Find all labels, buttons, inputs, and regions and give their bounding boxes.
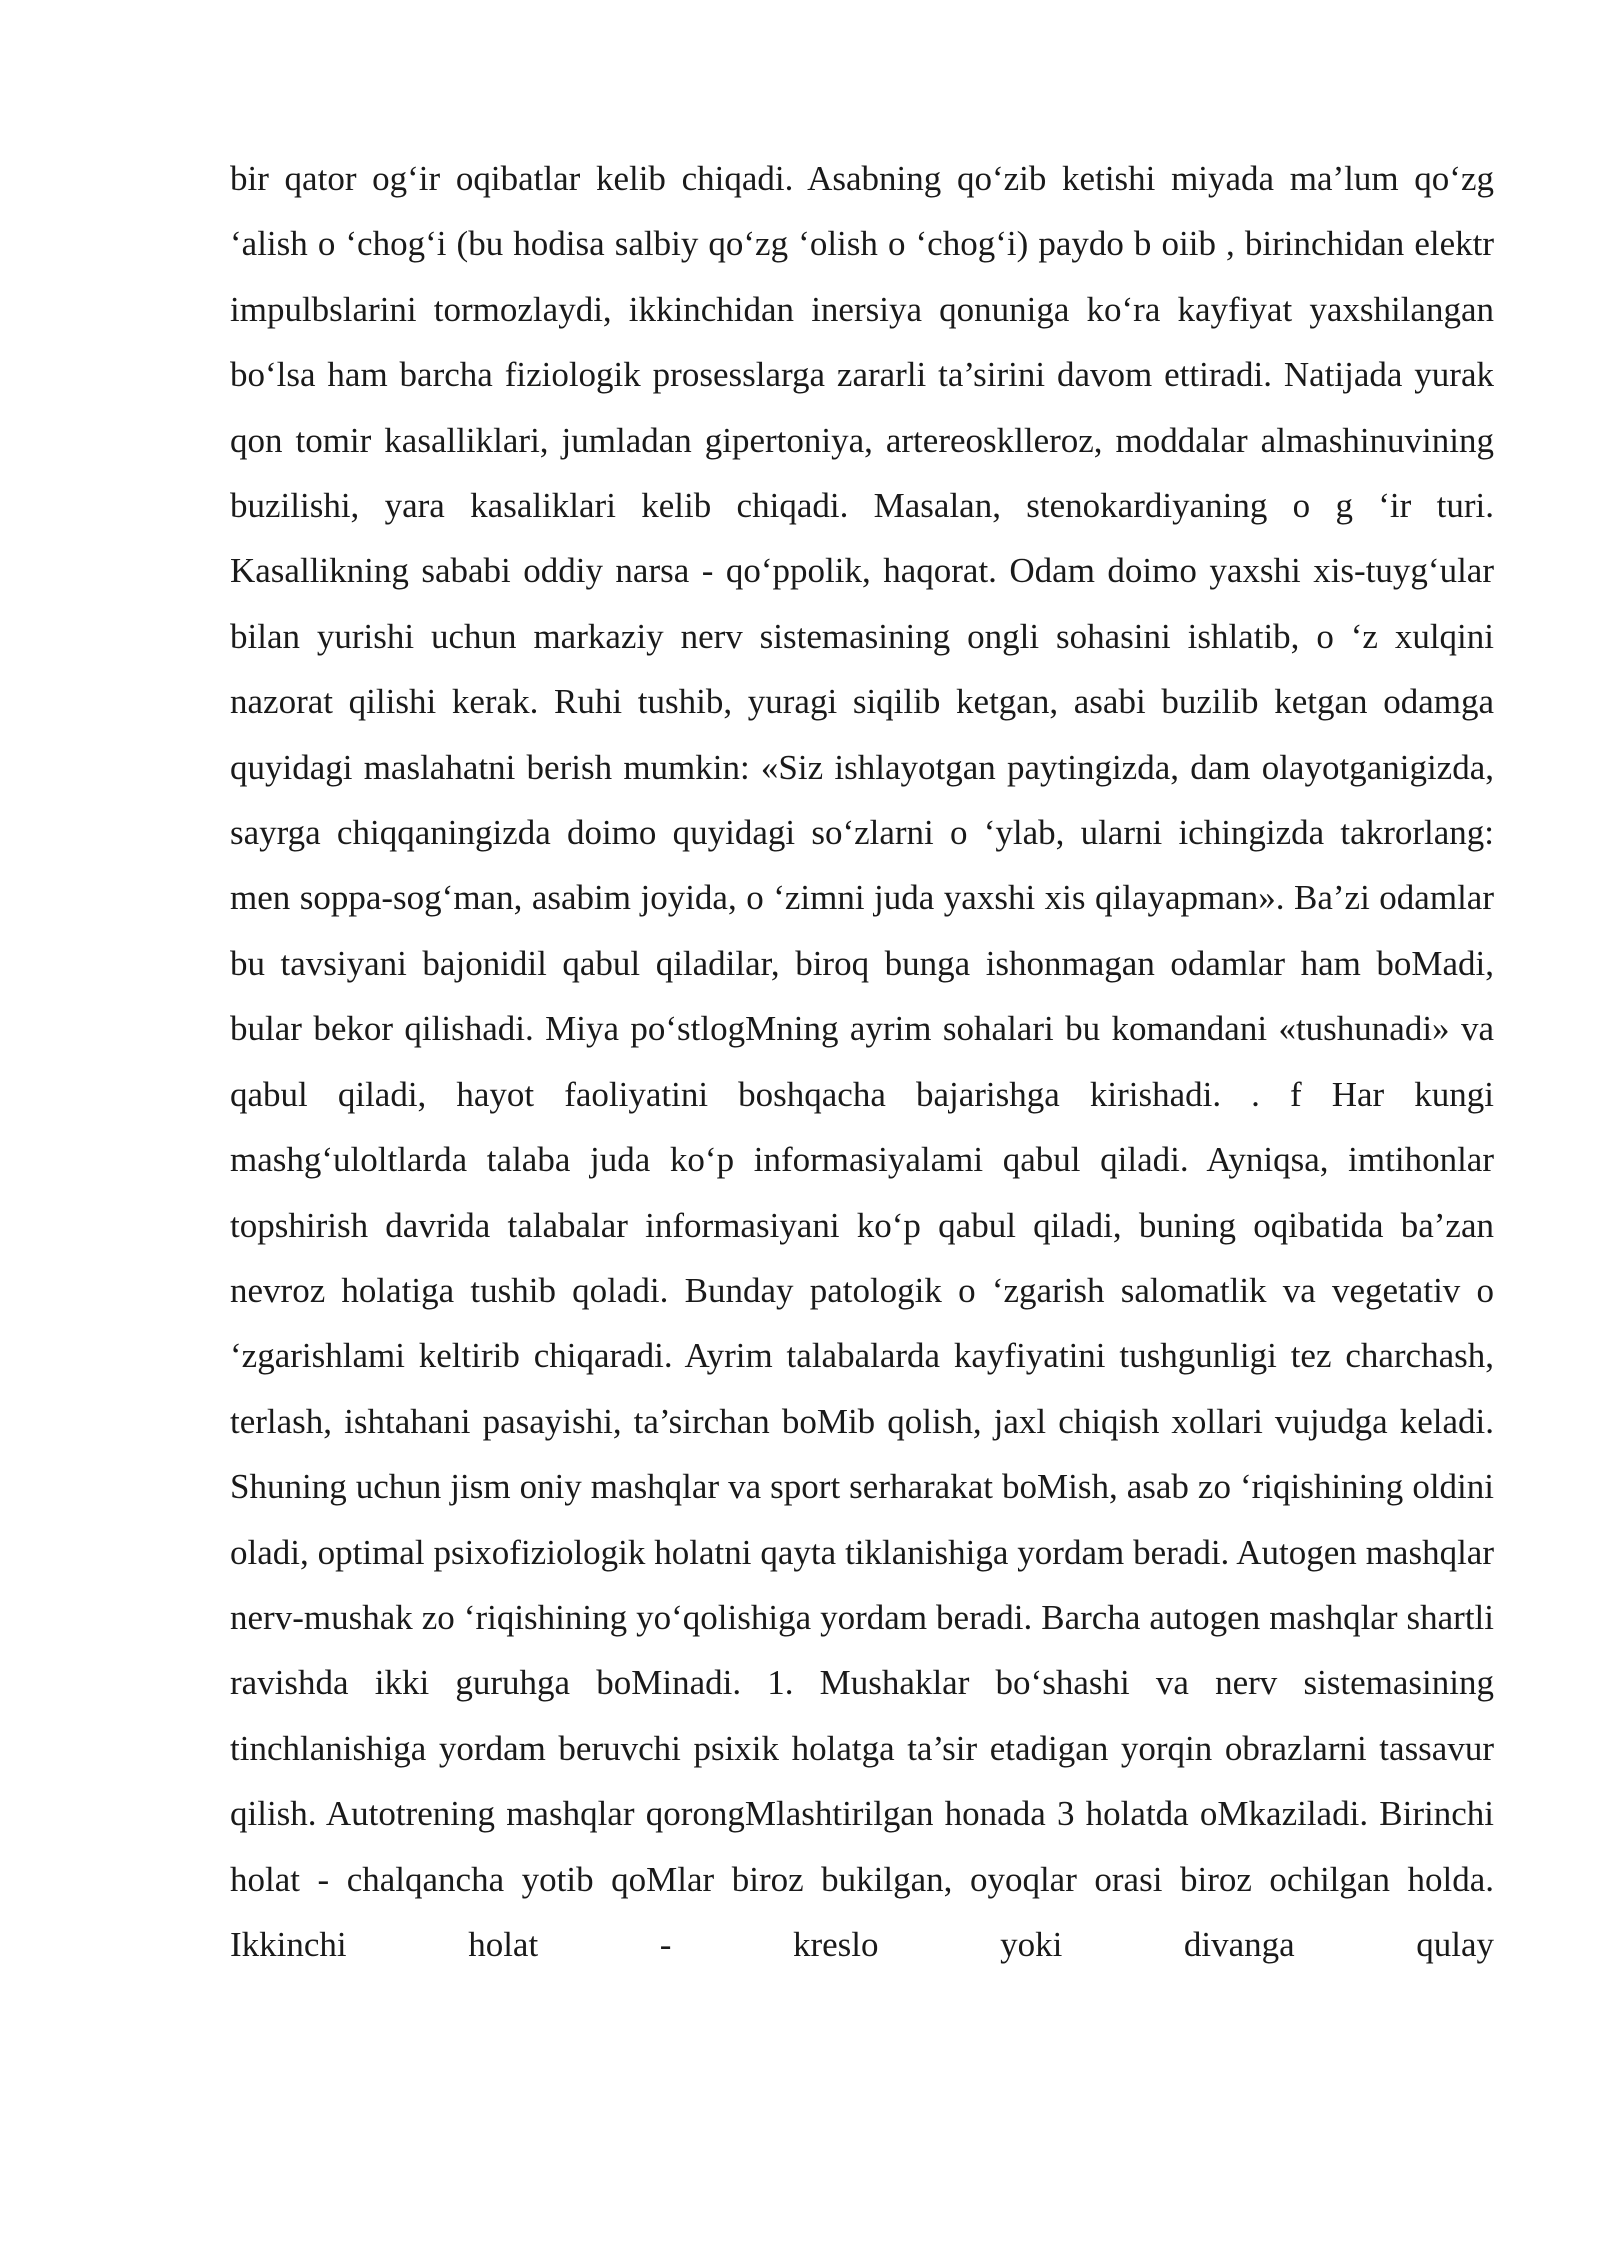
body-paragraph: bir qator og‘ir oqibatlar kelib chiqadi. Asabning qo‘zib ketishi miyada ma’lum qo‘zg ‘alish o ‘chog‘i (bu hodisa salbiy qo‘zg ‘olish o ‘chog‘i) paydo b oiib , birinchidan elektr impulbslarini tormozlaydi, ikkinchidan inersiya qonuniga ko‘ra kayfiyat yaxshilangan bo‘lsa ham barcha fiziologik prosesslarga zararli ta’sirini davom ettiradi. Natijada yurak qon tomir kasalliklari, jumladan gipertoniya, artereosklleroz, moddalar almashinuvining buzilishi, yara kasaliklari kelib chiqadi. Masalan, stenokardiyaning o g ‘ir turi. Kasallikning sababi oddiy narsa - qo‘ppolik, haqorat. Odam doimo yaxshi xis-tuyg‘ular bilan yurishi uchun markaziy nerv sistemasining ongli sohasini ishlatib, o ‘z xulqini nazorat qilishi kerak. Ruhi tushib, yuragi siqilib ketgan, asabi buzilib ketgan odamga quyidagi maslahatni berish mumkin: «Siz ishlayotgan paytingizda, dam olayotganigizda, sayrga chiqqaningizda doimo quyidagi so‘zlarni o ‘ylab, ularni ichingizda takrorlang: men soppa-sog‘man, asabim joyida, o ‘zimni juda yaxshi xis qilayapman». Ba’zi odamlar bu tavsiyani bajonidil qabul qiladilar, biroq bunga ishonmagan odamlar ham boMadi, bular bekor qilishadi. Miya po‘stlogMning ayrim sohalari bu komandani «tushunadi» va qabul qiladi, hayot faoliyatini boshqacha bajarishga kirishadi. . f Har kungi mashg‘uloltlarda talaba juda ko‘p informasiyalami qabul qiladi. Ayniqsa, imtihonlar topshirish davrida talabalar informasiyani ko‘p qabul qiladi, buning oqibatida ba’zan nevroz holatiga tushib qoladi. Bunday patologik o ‘zgarish salomatlik va vegetativ o ‘zgarishlami keltirib chiqaradi. Ayrim talabalarda kayfiyatini tushgunligi tez charchash, terlash, ishtahani pasayishi, ta’sirchan boMib qolish, jaxl chiqish xollari vujudga keladi. Shuning uchun jism oniy mashqlar va sport serharakat boMish, asab zo ‘riqishining oldini oladi, optimal psixofiziologik holatni qayta tiklanishiga yordam beradi. Autogen mashqlar nerv-mushak zo ‘riqishining yo‘qolishiga yordam beradi. Barcha autogen mashqlar shartli ravishda ikki guruhga boMinadi. 1. Mushaklar bo‘shashi va nerv sistemasining tinchlanishiga yordam beruvchi psixik holatga ta’sir etadigan yorqin obrazlarni tassavur qilish. Autotrening mashqlar qorongMlashtirilgan honada 3 holatda oMkaziladi. Birinchi holat - chalqancha yotib qoMlar biroz bukilgan, oyoqlar orasi biroz ochilgan holda. Ikkinchi holat - kreslo yoki divanga qulay: [230, 159, 1494, 1964]
